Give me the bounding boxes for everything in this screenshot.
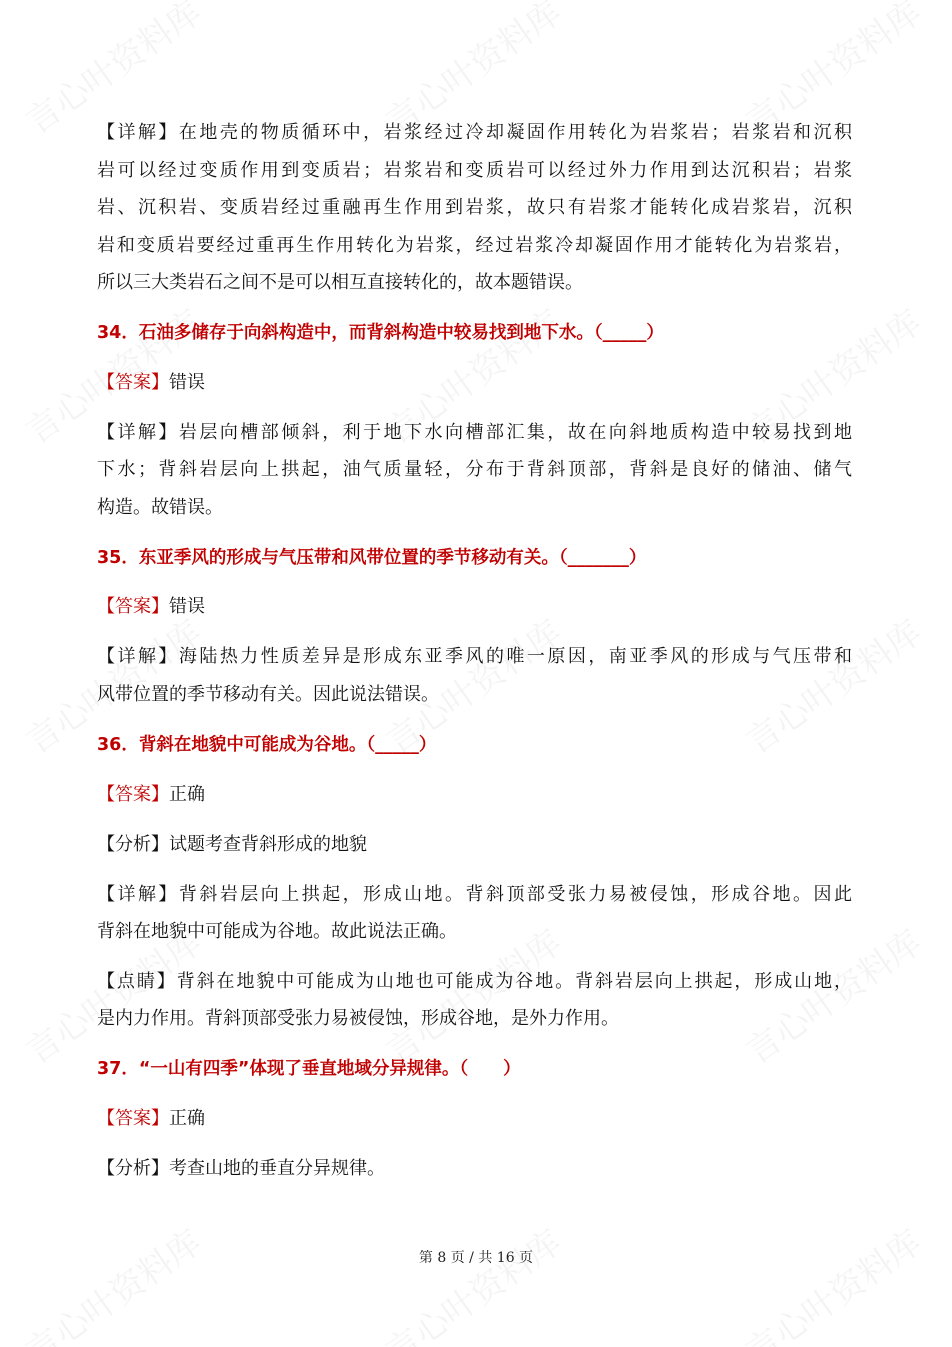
answer-value: 正确	[169, 1108, 205, 1129]
answer-value: 正确	[169, 784, 205, 805]
answer-label: 【答案】	[97, 784, 169, 805]
analysis-line: 【分析】考查山地的垂直分异规律。	[97, 1158, 385, 1179]
detail-label: 【详解】	[97, 422, 179, 443]
tip-line: 【点睛】背斜在地貌中可能成为山地也可能成为谷地。背斜岩层向上拱起，形成山地，	[97, 971, 853, 992]
answer-line	[97, 1107, 852, 1131]
detail-line: 岩和变质岩要经过重再生作用转化为岩浆，经过岩浆冷却凝固作用才能转化为岩浆岩，	[97, 235, 852, 256]
answer-label: 【答案】	[97, 372, 169, 393]
answer-value: 错误	[169, 372, 205, 393]
detail-line: 背斜在地貌中可能成为谷地。故此说法正确。	[97, 921, 457, 942]
watermark	[374, 1216, 569, 1347]
detail-line: 【详解】背斜岩层向上拱起，形成山地。背斜顶部受张力易被侵蚀，形成谷地。因此	[97, 884, 852, 905]
detail-line: 【详解】在地壳的物质循环中，岩浆经过冷却凝固作用转化为岩浆岩；岩浆岩和沉积	[97, 122, 852, 143]
detail-line: 下水；背斜岩层向上拱起，油气质量轻，分布于背斜顶部，背斜是良好的储油、储气	[97, 459, 852, 480]
answer-line	[97, 595, 852, 619]
answer-line	[97, 371, 852, 395]
answer-line	[97, 783, 852, 807]
analysis-label: 【分析】	[97, 834, 169, 855]
watermark	[14, 1216, 209, 1347]
detail-label: 【详解】	[97, 122, 179, 143]
detail-line: 所以三大类岩石之间不是可以相互直接转化的，故本题错误。	[97, 272, 583, 293]
tip-label: 【点睛】	[97, 971, 177, 992]
answer-label: 【答案】	[97, 1108, 169, 1129]
page-number: 第 8 页 / 共 16 页	[418, 1250, 534, 1266]
question-37: 37．“一山有四季”体现了垂直地域分异规律。（ ）	[97, 1059, 521, 1079]
answer-label: 【答案】	[97, 596, 169, 617]
detail-line: 岩可以经过变质作用到变质岩；岩浆岩和变质岩可以经过外力作用到达沉积岩；岩浆	[97, 160, 852, 181]
detail-line: 【详解】海陆热力性质差异是形成东亚季风的唯一原因，南亚季风的形成与气压带和	[97, 646, 852, 667]
detail-line: 岩、沉积岩、变质岩经过重融再生作用到岩浆，故只有岩浆才能转化成岩浆岩，沉积	[97, 197, 852, 218]
tip-line: 是内力作用。背斜顶部受张力易被侵蚀，形成谷地，是外力作用。	[97, 1008, 619, 1029]
analysis-line: 【分析】试题考查背斜形成的地貌	[97, 834, 367, 855]
question-36: 36．背斜在地貌中可能成为谷地。（_____）	[97, 735, 437, 755]
question-35: 35．东亚季风的形成与气压带和风带位置的季节移动有关。（_______）	[97, 548, 647, 568]
analysis-label: 【分析】	[97, 1158, 169, 1179]
watermark	[734, 1216, 929, 1347]
detail-label: 【详解】	[97, 646, 179, 667]
detail-line: 构造。故错误。	[97, 497, 223, 518]
detail-line: 风带位置的季节移动有关。因此说法错误。	[97, 684, 439, 705]
detail-label: 【详解】	[97, 884, 179, 905]
answer-value: 错误	[169, 596, 205, 617]
detail-line: 【详解】岩层向槽部倾斜，利于地下水向槽部汇集，故在向斜地质构造中较易找到地	[97, 422, 852, 443]
question-34: 34．石油多储存于向斜构造中，而背斜构造中较易找到地下水。（_____）	[97, 323, 664, 343]
